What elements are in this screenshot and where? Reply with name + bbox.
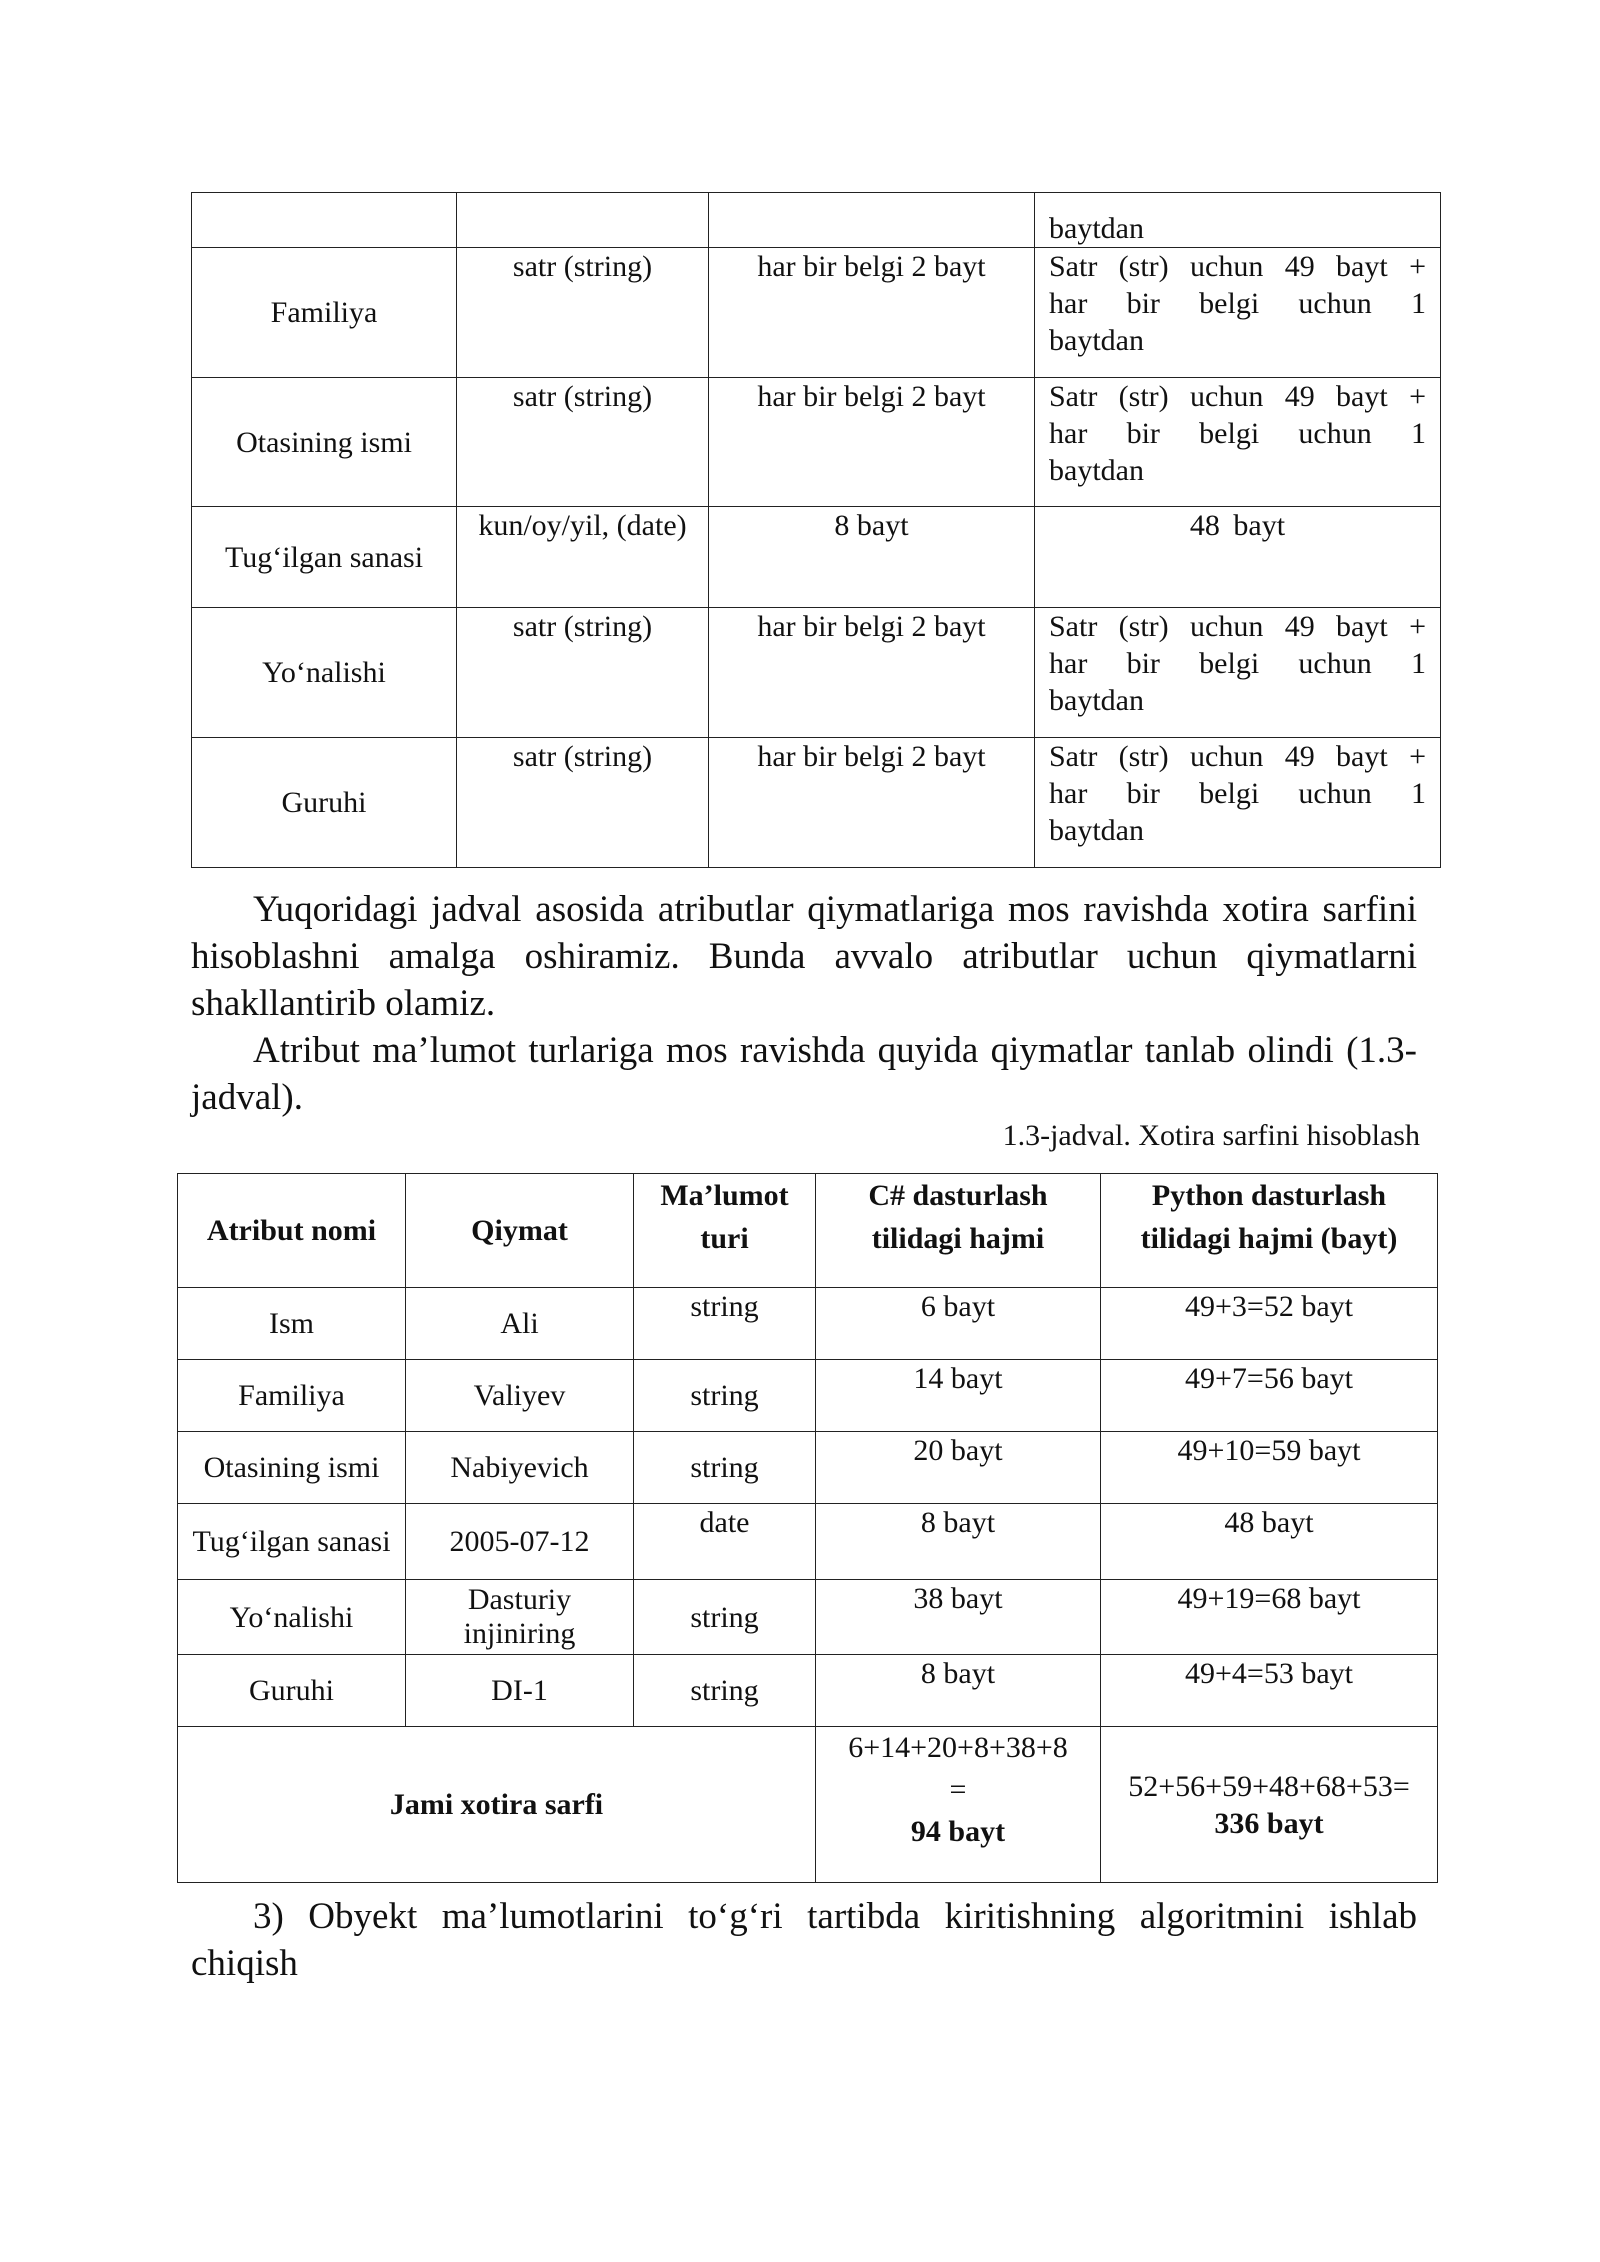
total-py-result: 336 bayt [1214,1806,1324,1840]
cs-size-cell [709,193,1035,248]
attr-name-cell: Guruhi [192,738,457,868]
cs-cell: 8 bayt [816,1655,1101,1727]
type-cell: string [634,1580,816,1655]
attr-name-cell: Otasining ismi [178,1432,406,1504]
attr-type-cell: kun/oy/yil, (date) [457,507,709,608]
table-row [178,1580,1438,1655]
attr-type-cell: satr (string) [457,738,709,868]
table-row [178,1288,1438,1360]
attr-type-cell: satr (string) [457,378,709,507]
type-cell: string [634,1432,816,1504]
table-row [192,507,1441,608]
table-row [178,1504,1438,1580]
cs-size-cell: har bir belgi 2 bayt [709,608,1035,738]
value-cell: 2005-07-12 [406,1504,634,1580]
paragraph-text: 3) Obyekt ma’lumotlarini to‘g‘ri tartibda kiritishning algoritmini ishlab chiqish [191,1896,1417,1984]
table-row [192,738,1441,868]
paragraph-text: Yuqoridagi jadval asosida atributlar qiymatlariga mos ravishda xotira sarfini hisoblashni amalga oshiramiz. Bunda avvalo atributlar uchun qiymatlarni shakllantirib olamiz. [191,889,1417,1024]
py-size-cell: Satr (str) uchun 49 bayt + har bir belgi uchun 1 baytdan [1035,378,1441,507]
header-cs-size: C# dasturlash tilidagi hajmi [816,1174,1101,1288]
py-size-cell: Satr (str) uchun 49 bayt + har bir belgi uchun 1 baytdan [1035,248,1441,378]
attr-name-cell: Familiya [178,1360,406,1432]
value-cell: Dasturiy injiniring [406,1580,634,1655]
total-cs-formula: 6+14+20+8+38+8 [848,1731,1068,1764]
type-cell: string [634,1655,816,1727]
cs-size-cell: har bir belgi 2 bayt [709,738,1035,868]
total-cs-result: 94 bayt [910,1815,1006,1848]
py-cell: 49+7=56 bayt [1101,1360,1438,1432]
value-cell: Nabiyevich [406,1432,634,1504]
table-header-row [178,1174,1438,1288]
cs-size-cell: har bir belgi 2 bayt [709,378,1035,507]
table-total-row [178,1727,1438,1883]
total-cs-equals: = [949,1773,967,1806]
header-attr-name: Atribut nomi [178,1174,406,1288]
table-row [178,1655,1438,1727]
py-cell: 49+4=53 bayt [1101,1655,1438,1727]
cs-cell: 6 bayt [816,1288,1101,1360]
type-cell: string [634,1288,816,1360]
cs-size-cell: har bir belgi 2 bayt [709,248,1035,378]
attr-name-cell: Familiya [192,248,457,378]
body-paragraph [191,1027,1417,1121]
total-py-cell [1101,1727,1438,1883]
attr-name-cell: Yo‘nalishi [192,608,457,738]
table-row [178,1360,1438,1432]
py-size-cell: Satr (str) uchun 49 bayt + har bir belgi uchun 1 baytdan [1035,738,1441,868]
py-cell: 49+3=52 bayt [1101,1288,1438,1360]
header-value: Qiymat [406,1174,634,1288]
attr-name-cell: Yo‘nalishi [178,1580,406,1655]
attr-name-cell: Ism [178,1288,406,1360]
cs-cell: 8 bayt [816,1504,1101,1580]
attr-name-cell: Tug‘ilgan sanasi [178,1504,406,1580]
cs-size-cell: 8 bayt [709,507,1035,608]
attr-type-cell [457,193,709,248]
py-cell: 49+19=68 bayt [1101,1580,1438,1655]
py-cell: 48 bayt [1101,1504,1438,1580]
table-row [178,1432,1438,1504]
value-cell: Ali [406,1288,634,1360]
py-cell: 49+10=59 bayt [1101,1432,1438,1504]
attr-name-cell: Tug‘ilgan sanasi [192,507,457,608]
cs-cell: 38 bayt [816,1580,1101,1655]
attr-type-cell: satr (string) [457,248,709,378]
py-size-cell: Satr (str) uchun 49 bayt + har bir belgi uchun 1 baytdan [1035,608,1441,738]
attr-name-cell: Guruhi [178,1655,406,1727]
total-cs-cell [816,1727,1101,1883]
attr-name-cell [192,193,457,248]
cs-cell: 20 bayt [816,1432,1101,1504]
py-size-cell: 48 bayt [1035,507,1441,608]
section-heading-paragraph [191,1893,1417,1987]
table-row [192,378,1441,507]
table-row [192,608,1441,738]
value-cell: Valiyev [406,1360,634,1432]
type-cell: string [634,1360,816,1432]
table-row [192,248,1441,378]
value-cell: DI-1 [406,1655,634,1727]
header-py-size: Python dasturlash tilidagi hajmi (bayt) [1101,1174,1438,1288]
header-data-type: Ma’lumot turi [634,1174,816,1288]
table-row [192,193,1441,248]
cs-cell: 14 bayt [816,1360,1101,1432]
total-label: Jami xotira sarfi [178,1727,816,1883]
attribute-type-table [191,192,1441,868]
attr-name-cell: Otasining ismi [192,378,457,507]
py-size-cell: baytdan [1035,193,1441,248]
body-paragraph [191,886,1417,1027]
attr-type-cell: satr (string) [457,608,709,738]
paragraph-text: Atribut ma’lumot turlariga mos ravishda quyida qiymatlar tanlab olindi (1.3-jadval). [191,1030,1417,1118]
total-py-formula: 52+56+59+48+68+53= [1128,1769,1410,1803]
table-caption: 1.3-jadval. Xotira sarfini hisoblash [1002,1119,1420,1152]
memory-usage-table [177,1173,1438,1883]
type-cell: date [634,1504,816,1580]
